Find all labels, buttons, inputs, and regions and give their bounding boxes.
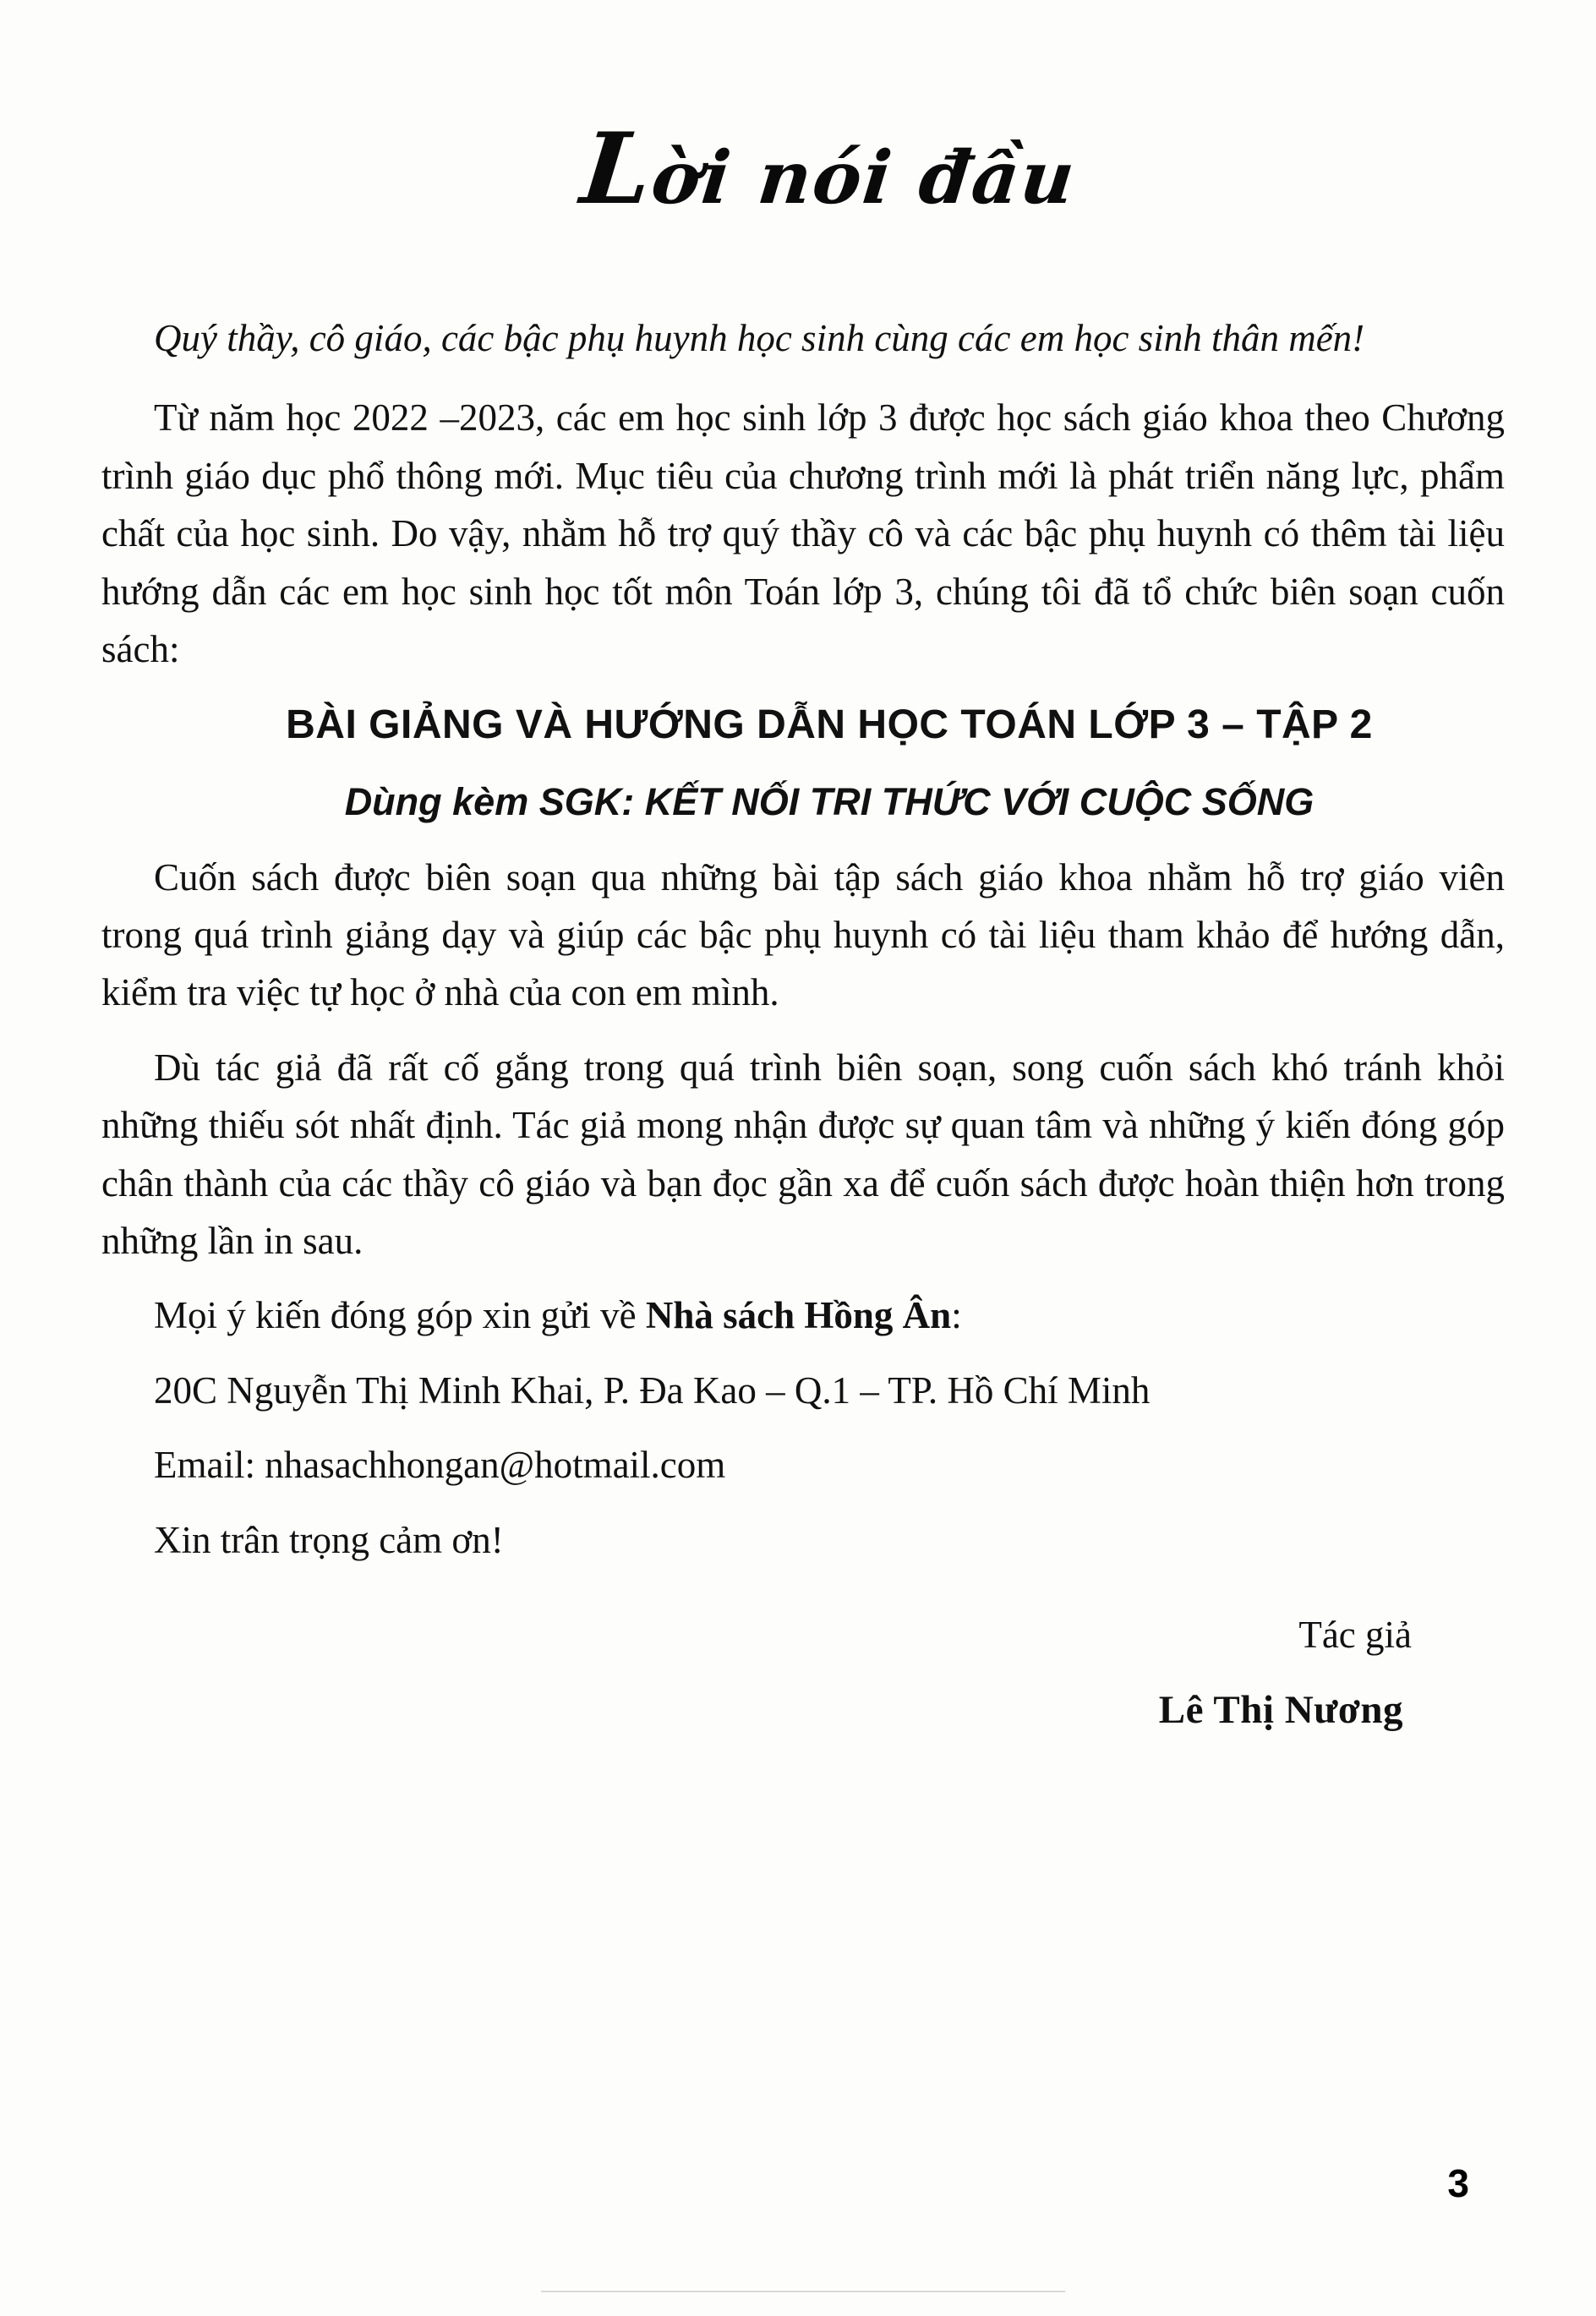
- paragraph-intro: Từ năm học 2022 –2023, các em học sinh lớp 3 được học sách giáo khoa theo Chương trình giáo dục phổ thông mới. Mục tiêu của chương trình mới là phát triển năng lực, phẩm chất của học sinh. Do vậy, nhằm hỗ trợ quý thầy cô và các bậc phụ huynh có thêm tài liệu hướng dẫn các em học sinh học tốt môn Toán lớp 3, chúng tôi đã tổ chức biên soạn cuốn sách:: [101, 396, 1505, 670]
- preface-body: [101, 309, 1505, 1742]
- page-number: 3: [1447, 2161, 1469, 2205]
- signature-author: Lê Thị Nương: [1158, 1687, 1403, 1732]
- publisher-name: Nhà sách Hồng Ân: [645, 1294, 952, 1337]
- title-rest: ời nói đầu: [648, 135, 1080, 221]
- title-initial: L: [576, 112, 659, 227]
- paragraph-greeting: Quý thầy, cô giáo, các bậc phụ huynh học sinh cùng các em học sinh thân mến!: [154, 317, 1365, 359]
- contact-intro: [101, 1286, 1505, 1344]
- page-title: [97, 112, 1510, 227]
- signature-block: [101, 1604, 1505, 1742]
- paragraph-purpose: Cuốn sách được biên soạn qua những bài tập sách giáo khoa nhằm hỗ trợ giáo viên trong quá trình giảng dạy và giúp các bậc phụ huynh có tài liệu tham khảo để hướng dẫn, kiểm tra việc tự học ở nhà của con em mình.: [101, 855, 1505, 1014]
- contact-address: 20C Nguyễn Thị Minh Khai, P. Đa Kao – Q.1 – TP. Hồ Chí Minh: [154, 1368, 1151, 1412]
- paragraph-apology: Dù tác giả đã rất cố gắng trong quá trình biên soạn, song cuốn sách khó tránh khỏi những thiếu sót nhất định. Tác giả mong nhận được sự quan tâm và những ý kiến đóng góp chân thành của các thầy cô giáo và bạn đọc gần xa để cuốn sách được hoàn thiện hơn trong những lần in sau.: [101, 1046, 1505, 1263]
- contact-intro-prefix: Mọi ý kiến đóng góp xin gửi về: [154, 1294, 646, 1337]
- contact-thanks: Xin trân trọng cảm ơn!: [154, 1518, 504, 1561]
- book-subtitle: Dùng kèm SGK: KẾT NỐI TRI THỨC VỚI CUỘC SỐNG: [344, 780, 1315, 824]
- book-title: BÀI GIẢNG VÀ HƯỚNG DẪN HỌC TOÁN LỚP 3 – TẬP 2: [286, 702, 1373, 748]
- contact-email: Email: nhasachhongan@hotmail.com: [154, 1444, 726, 1487]
- signature-role: Tác giả: [1298, 1613, 1412, 1656]
- contact-intro-suffix: :: [951, 1294, 962, 1337]
- page-edge-mark: [541, 2291, 1065, 2292]
- page-content: [101, 85, 1505, 1742]
